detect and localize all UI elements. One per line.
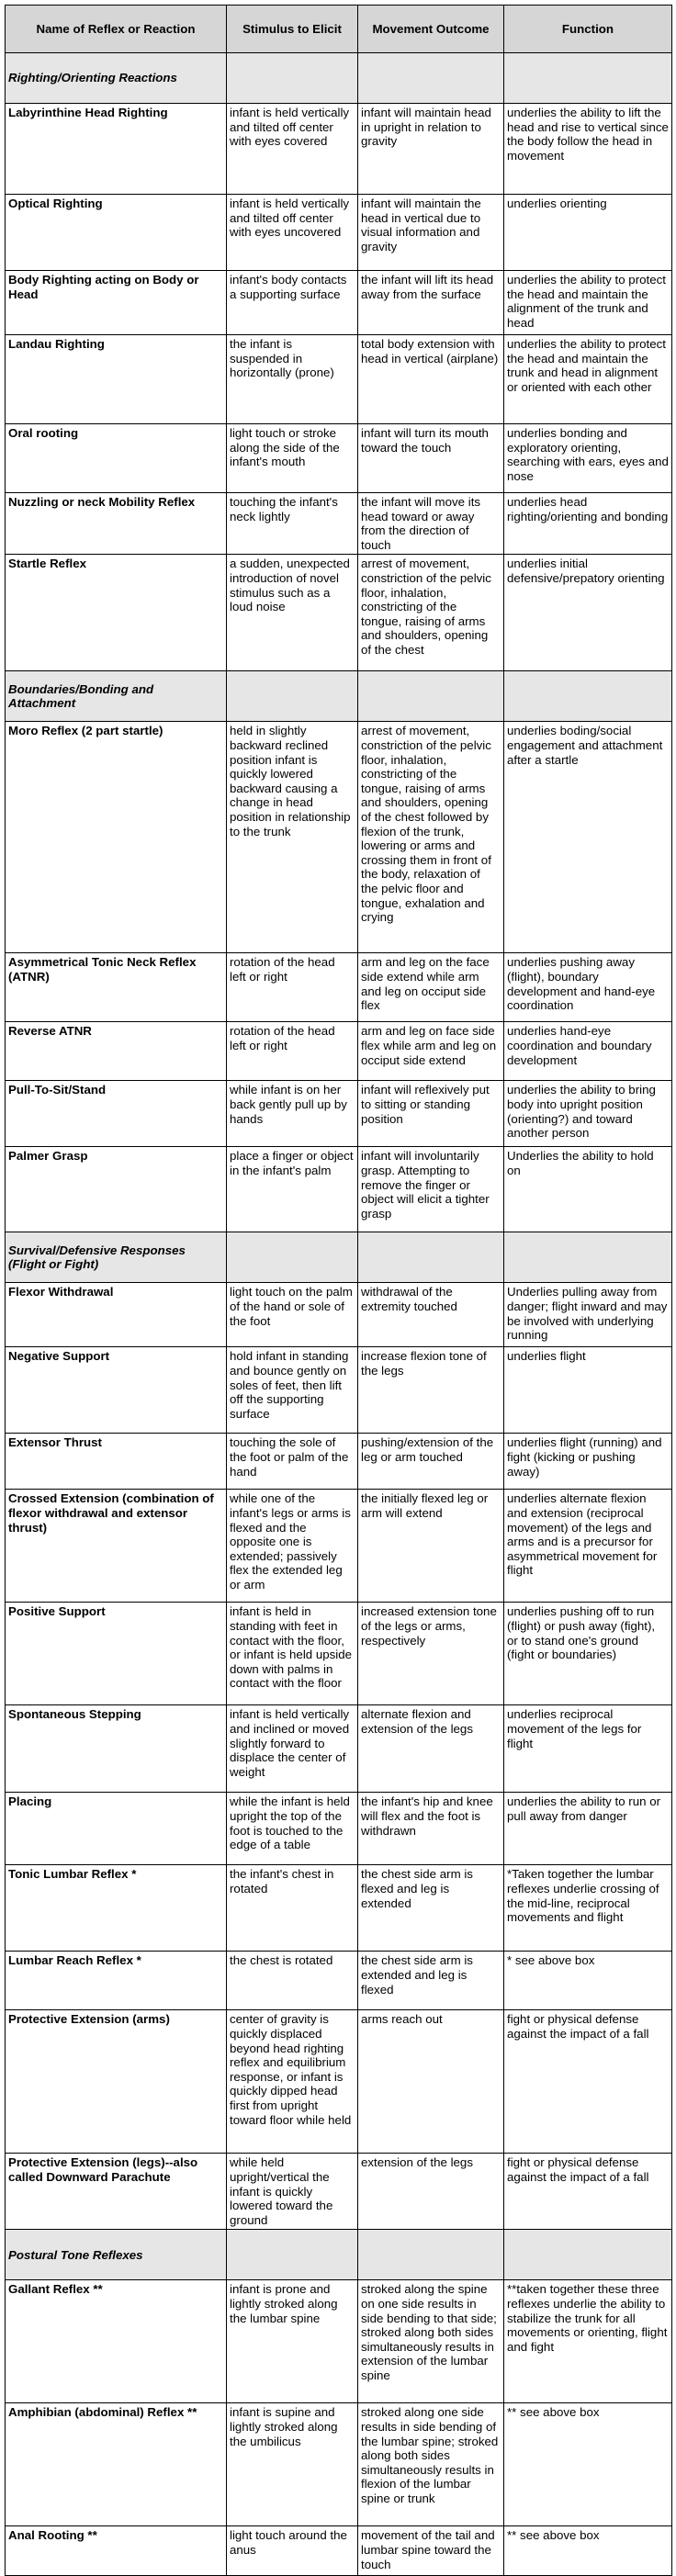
section-empty-cell xyxy=(504,53,672,104)
movement-cell: movement of the tail and lumbar spine toward the touch xyxy=(358,2526,504,2576)
reflex-name: Reverse ATNR xyxy=(6,1022,227,1081)
table-row xyxy=(6,2280,672,2403)
section-header-row xyxy=(6,53,672,104)
function-cell: underlies flight xyxy=(504,1347,672,1434)
section-header-row xyxy=(6,671,672,722)
function-cell: underlies the ability to lift the head and rise to vertical since the body follow the head in movement xyxy=(504,104,672,195)
reflex-name: Crossed Extension (combination of flexor withdrawal and extensor thrust) xyxy=(6,1490,227,1603)
table-row xyxy=(6,1347,672,1434)
stimulus-cell: the chest is rotated xyxy=(227,1952,358,2010)
function-cell: Underlies pulling away from danger; flight inward and may be involved with underlying running xyxy=(504,1283,672,1347)
function-cell: underlies bonding and exploratory orienting, searching with ears, eyes and nose xyxy=(504,424,672,493)
function-cell: underlies orienting xyxy=(504,195,672,271)
movement-cell: arrest of movement, constriction of the pelvic floor, inhalation, constricting of the tongue, raising of arms and shoulders, opening of the chest xyxy=(358,555,504,671)
stimulus-cell: hold infant in standing and bounce gently on soles of feet, then lift off the supporting surface xyxy=(227,1347,358,1434)
function-cell: underlies the ability to bring body into upright position (orienting?) and toward another person xyxy=(504,1081,672,1147)
reflex-name: Flexor Withdrawal xyxy=(6,1283,227,1347)
stimulus-cell: infant is held in standing with feet in contact with the floor, or infant is held upside down with palms in contact with the floor xyxy=(227,1603,358,1705)
movement-cell: extension of the legs xyxy=(358,2154,504,2230)
section-header-row xyxy=(6,2230,672,2280)
reflex-name: Palmer Grasp xyxy=(6,1147,227,1232)
reflex-name: Protective Extension (arms) xyxy=(6,2010,227,2154)
stimulus-cell: light touch or stroke along the side of the infant's mouth xyxy=(227,424,358,493)
table-body xyxy=(6,53,672,2576)
reflex-name: Nuzzling or neck Mobility Reflex xyxy=(6,493,227,555)
stimulus-cell: while the infant is held upright the top of the foot is touched to the edge of a table xyxy=(227,1793,358,1865)
movement-cell: arrest of movement, constriction of the pelvic floor, inhalation, constricting of the tongue, raising of arms and shoulders, opening of the chest followed by flexion of the trunk, lowering or arms and crossing them in front of the body, relaxation of the pelvic floor and tongue, exhalation and crying xyxy=(358,722,504,953)
movement-cell: increased extension tone of the legs or arms, respectively xyxy=(358,1603,504,1705)
header-name: Name of Reflex or Reaction xyxy=(6,6,227,53)
table-row xyxy=(6,1952,672,2010)
stimulus-cell: infant is held vertically and tilted off center with eyes covered xyxy=(227,104,358,195)
reflex-name: Positive Support xyxy=(6,1603,227,1705)
reflex-name: Gallant Reflex ** xyxy=(6,2280,227,2403)
table-row xyxy=(6,493,672,555)
stimulus-cell: infant is held vertically and tilted off center with eyes uncovered xyxy=(227,195,358,271)
movement-cell: arms reach out xyxy=(358,2010,504,2154)
function-cell: underlies pushing off to run (flight) or push away (fight), or to stand one's ground (fight or boundaries) xyxy=(504,1603,672,1705)
table-row xyxy=(6,953,672,1022)
header-movement: Movement Outcome xyxy=(358,6,504,53)
reflex-name: Amphibian (abdominal) Reflex ** xyxy=(6,2403,227,2526)
function-cell: underlies the ability to protect the head and maintain the alignment of the trunk and head xyxy=(504,271,672,335)
stimulus-cell: a sudden, unexpected introduction of novel stimulus such as a loud noise xyxy=(227,555,358,671)
table-row xyxy=(6,1793,672,1865)
reflex-name: Spontaneous Stepping xyxy=(6,1705,227,1793)
movement-cell: stroked along the spine on one side results in side bending to that side; stroked along both sides simultaneously results in extension of the lumbar spine xyxy=(358,2280,504,2403)
function-cell: underlies hand-eye coordination and boundary development xyxy=(504,1022,672,1081)
table-row xyxy=(6,195,672,271)
stimulus-cell: light touch around the anus xyxy=(227,2526,358,2576)
stimulus-cell: light touch on the palm of the hand or sole of the foot xyxy=(227,1283,358,1347)
movement-cell: pushing/extension of the leg or arm touched xyxy=(358,1434,504,1490)
movement-cell: infant will involuntarily grasp. Attempting to remove the finger or object will elicit a tighter grasp xyxy=(358,1147,504,1232)
table-row xyxy=(6,1434,672,1490)
reflex-name: Lumbar Reach Reflex * xyxy=(6,1952,227,2010)
section-title: Boundaries/Bonding and Attachment xyxy=(6,671,227,722)
table-row xyxy=(6,424,672,493)
section-empty-cell xyxy=(227,671,358,722)
stimulus-cell: touching the sole of the foot or palm of the hand xyxy=(227,1434,358,1490)
table-row xyxy=(6,1283,672,1347)
function-cell: underlies pushing away (flight), boundary development and hand-eye coordination xyxy=(504,953,672,1022)
header-function: Function xyxy=(504,6,672,53)
stimulus-cell: while one of the infant's legs or arms is flexed and the opposite one is extended; passively flex the extended leg or arm xyxy=(227,1490,358,1603)
table-row xyxy=(6,1022,672,1081)
movement-cell: arm and leg on the face side extend while arm and leg on occiput side flex xyxy=(358,953,504,1022)
movement-cell: arm and leg on face side flex while arm and leg on occiput side extend xyxy=(358,1022,504,1081)
table-row xyxy=(6,1603,672,1705)
movement-cell: infant will turn its mouth toward the touch xyxy=(358,424,504,493)
section-title: Survival/Defensive Responses (Flight or Fight) xyxy=(6,1232,227,1283)
table-row xyxy=(6,271,672,335)
section-empty-cell xyxy=(358,2230,504,2280)
table-row xyxy=(6,2526,672,2576)
movement-cell: the chest side arm is flexed and leg is extended xyxy=(358,1865,504,1952)
stimulus-cell: held in slightly backward reclined position infant is quickly lowered backward causing a change in head position in relationship to the trunk xyxy=(227,722,358,953)
table-row xyxy=(6,2154,672,2230)
function-cell: fight or physical defense against the impact of a fall xyxy=(504,2010,672,2154)
function-cell: fight or physical defense against the impact of a fall xyxy=(504,2154,672,2230)
stimulus-cell: center of gravity is quickly displaced beyond head righting reflex and equilibrium response, or infant is quickly dipped head first from upright toward floor while held xyxy=(227,2010,358,2154)
movement-cell: alternate flexion and extension of the legs xyxy=(358,1705,504,1793)
reflex-name: Anal Rooting ** xyxy=(6,2526,227,2576)
table-row xyxy=(6,1865,672,1952)
function-cell: underlies the ability to run or pull away from danger xyxy=(504,1793,672,1865)
stimulus-cell: rotation of the head left or right xyxy=(227,953,358,1022)
function-cell: underlies flight (running) and fight (kicking or pushing away) xyxy=(504,1434,672,1490)
table-header-row xyxy=(6,6,672,53)
reflex-table-document xyxy=(5,5,671,2576)
table-row xyxy=(6,722,672,953)
section-empty-cell xyxy=(358,1232,504,1283)
reflex-table xyxy=(5,5,672,2576)
section-title: Righting/Orienting Reactions xyxy=(6,53,227,104)
header-stimulus: Stimulus to Elicit xyxy=(227,6,358,53)
table-row xyxy=(6,335,672,424)
table-row xyxy=(6,1705,672,1793)
function-cell: *Taken together the lumbar reflexes underlie crossing of the mid-line, reciprocal movements and flight xyxy=(504,1865,672,1952)
table-row xyxy=(6,1081,672,1147)
movement-cell: total body extension with head in vertical (airplane) xyxy=(358,335,504,424)
reflex-name: Extensor Thrust xyxy=(6,1434,227,1490)
function-cell: ** see above box xyxy=(504,2526,672,2576)
section-empty-cell xyxy=(504,671,672,722)
movement-cell: stroked along one side results in side bending of the lumbar spine; stroked along both sides simultaneously results in flexion of the lumbar spine or trunk xyxy=(358,2403,504,2526)
table-row xyxy=(6,2010,672,2154)
section-empty-cell xyxy=(504,2230,672,2280)
table-row xyxy=(6,555,672,671)
table-row xyxy=(6,1490,672,1603)
movement-cell: the infant's hip and knee will flex and the foot is withdrawn xyxy=(358,1793,504,1865)
section-empty-cell xyxy=(227,2230,358,2280)
movement-cell: the infant will move its head toward or away from the direction of touch xyxy=(358,493,504,555)
stimulus-cell: place a finger or object in the infant's palm xyxy=(227,1147,358,1232)
reflex-name: Placing xyxy=(6,1793,227,1865)
movement-cell: infant will maintain head in upright in relation to gravity xyxy=(358,104,504,195)
function-cell: underlies the ability to protect the head and maintain the trunk and head in alignment or oriented with each other xyxy=(504,335,672,424)
function-cell: ** see above box xyxy=(504,2403,672,2526)
section-empty-cell xyxy=(504,1232,672,1283)
reflex-name: Optical Righting xyxy=(6,195,227,271)
movement-cell: the infant will lift its head away from the surface xyxy=(358,271,504,335)
table-row xyxy=(6,1147,672,1232)
stimulus-cell: the infant's chest in rotated xyxy=(227,1865,358,1952)
function-cell: underlies boding/social engagement and attachment after a startle xyxy=(504,722,672,953)
stimulus-cell: rotation of the head left or right xyxy=(227,1022,358,1081)
function-cell: **taken together these three reflexes underlie the ability to stabilize the trunk for all movements or orienting, flight and fight xyxy=(504,2280,672,2403)
reflex-name: Body Righting acting on Body or Head xyxy=(6,271,227,335)
movement-cell: infant will reflexively put to sitting or standing position xyxy=(358,1081,504,1147)
section-title: Postural Tone Reflexes xyxy=(6,2230,227,2280)
reflex-name: Moro Reflex (2 part startle) xyxy=(6,722,227,953)
table-row xyxy=(6,104,672,195)
section-header-row xyxy=(6,1232,672,1283)
movement-cell: withdrawal of the extremity touched xyxy=(358,1283,504,1347)
section-empty-cell xyxy=(227,1232,358,1283)
movement-cell: increase flexion tone of the legs xyxy=(358,1347,504,1434)
stimulus-cell: infant's body contacts a supporting surface xyxy=(227,271,358,335)
stimulus-cell: infant is supine and lightly stroked along the umbilicus xyxy=(227,2403,358,2526)
reflex-name: Asymmetrical Tonic Neck Reflex (ATNR) xyxy=(6,953,227,1022)
section-empty-cell xyxy=(358,53,504,104)
function-cell: underlies reciprocal movement of the legs for flight xyxy=(504,1705,672,1793)
stimulus-cell: infant is held vertically and inclined or moved slightly forward to displace the center of weight xyxy=(227,1705,358,1793)
reflex-name: Startle Reflex xyxy=(6,555,227,671)
reflex-name: Pull-To-Sit/Stand xyxy=(6,1081,227,1147)
reflex-name: Negative Support xyxy=(6,1347,227,1434)
stimulus-cell: while infant is on her back gently pull up by hands xyxy=(227,1081,358,1147)
function-cell: underlies head righting/orienting and bonding xyxy=(504,493,672,555)
section-empty-cell xyxy=(227,53,358,104)
reflex-name: Protective Extension (legs)--also called Downward Parachute xyxy=(6,2154,227,2230)
function-cell: * see above box xyxy=(504,1952,672,2010)
function-cell: underlies initial defensive/prepatory orienting xyxy=(504,555,672,671)
section-empty-cell xyxy=(358,671,504,722)
function-cell: underlies alternate flexion and extension (reciprocal movement) of the legs and arms and is a precursor for asymmetrical movement for flight xyxy=(504,1490,672,1603)
movement-cell: the chest side arm is extended and leg is flexed xyxy=(358,1952,504,2010)
stimulus-cell: touching the infant's neck lightly xyxy=(227,493,358,555)
reflex-name: Oral rooting xyxy=(6,424,227,493)
stimulus-cell: the infant is suspended in horizontally (prone) xyxy=(227,335,358,424)
function-cell: Underlies the ability to hold on xyxy=(504,1147,672,1232)
movement-cell: the initially flexed leg or arm will extend xyxy=(358,1490,504,1603)
reflex-name: Tonic Lumbar Reflex * xyxy=(6,1865,227,1952)
reflex-name: Labyrinthine Head Righting xyxy=(6,104,227,195)
stimulus-cell: infant is prone and lightly stroked along the lumbar spine xyxy=(227,2280,358,2403)
reflex-name: Landau Righting xyxy=(6,335,227,424)
movement-cell: infant will maintain the head in vertical due to visual information and gravity xyxy=(358,195,504,271)
table-row xyxy=(6,2403,672,2526)
stimulus-cell: while held upright/vertical the infant is quickly lowered toward the ground xyxy=(227,2154,358,2230)
